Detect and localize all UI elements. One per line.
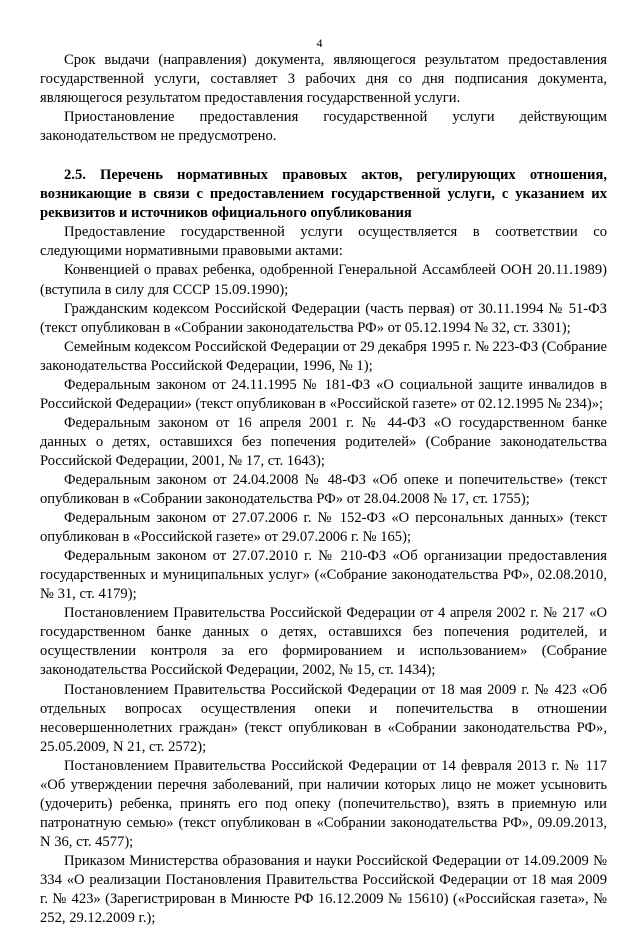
- legal-act-item: Постановлением Правительства Российской Федерации от 4 апреля 2002 г. № 217 «О государственном банке данных о детях, оставшихся без попечения родителей, и осуществлении контроля за его формированием и использованием» (Собрание законодательства Российской Федерации, 2002, № 15, ст. 1434);: [40, 605, 607, 679]
- legal-act-item: Постановлением Правительства Российской Федерации от 14 февраля 2013 г. № 117 «Об утверждении перечня заболеваний, при наличии которых лицо не может усыновить (удочерить) ребенка, принять его под опеку (попечительство), взять в приемную или патронатную семью» (текст опубликован в «Собрании законодательства РФ», 09.09.2013, N 36, ст. 4577);: [40, 757, 607, 850]
- legal-act-item: Семейным кодексом Российской Федерации от 29 декабря 1995 г. № 223-ФЗ (Собрание законодательства Российской Федерации, 1996, № 1);: [40, 338, 607, 374]
- legal-act-item: Федеральным законом от 16 апреля 2001 г. № 44-ФЗ «О государственном банке данных о детях, оставшихся без попечения родителей» (Собрание законодательства Российской Федерации, 2001, № 17, ст. 1643);: [40, 414, 607, 469]
- legal-act-item: Гражданским кодексом Российской Федерации (часть первая) от 30.11.1994 № 51-ФЗ (текст опубликован в «Собрании законодательства РФ» от 05.12.1994 № 32, ст. 3301);: [40, 300, 607, 336]
- section-heading: 2.5. Перечень нормативных правовых актов, регулирующих отношения, возникающие в связи с предоставлением государственной услуги, с указанием их реквизитов и источников официального опубликования: [40, 167, 607, 222]
- legal-act-item: Приказом Министерства образования и науки Российской Федерации от 14.09.2009 № 334 «О реализации Постановления Правительства Российской Федерации от 18 мая 2009 г. № 423» (Зарегистрирован в Минюсте РФ 16.12.2009 № 15610) («Российская газета», № 252, 29.12.2009 г.);: [40, 852, 607, 927]
- legal-act-item: Федеральным законом от 27.07.2010 г. № 210-ФЗ «Об организации предоставления государственных и муниципальных услуг» («Собрание законодательства РФ», 02.08.2010, № 31, ст. 4179);: [40, 548, 607, 603]
- document-body: [40, 51, 607, 928]
- legal-act-item: Федеральным законом от 24.11.1995 № 181-ФЗ «О социальной защите инвалидов в Российской Федерации» (текст опубликован в «Российской газете» от 02.12.1995 № 234)»;: [40, 376, 607, 412]
- paragraph-issuance-term: Срок выдачи (направления) документа, являющегося результатом предоставления государственной услуги, составляет 3 рабочих дня со дня подписания документа, являющегося результатом предоставления государственной услуги.: [40, 52, 607, 107]
- legal-act-item: Федеральным законом от 24.04.2008 № 48-ФЗ «Об опеке и попечительстве» (текст опубликован в «Собрании законодательства РФ» от 28.04.2008 № 17, ст. 1755);: [40, 471, 607, 508]
- legal-act-item: Конвенцией о правах ребенка, одобренной Генеральной Ассамблеей ООН 20.11.1989) (вступила в силу для СССР 15.09.1990);: [40, 262, 607, 298]
- page-number: 4: [316, 36, 323, 50]
- legal-act-item: Федеральным законом от 27.07.2006 г. № 152-ФЗ «О персональных данных» (текст опубликован в «Российской газете» от 29.07.2006 г. № 165);: [40, 510, 607, 546]
- section-intro: Предоставление государственной услуги осуществляется в соответствии со следующими нормативными правовыми актами:: [40, 224, 607, 260]
- legal-act-item: Постановлением Правительства Российской Федерации от 18 мая 2009 г. № 423 «Об отдельных вопросах осуществления опеки и попечительства в отношении несовершеннолетних граждан» (текст опубликован в «Собрании законодательства РФ», 25.05.2009, N 21, ст. 2572);: [40, 681, 607, 755]
- paragraph-suspension: Приостановление предоставления государственной услуги действующим законодательством не предусмотрено.: [40, 109, 607, 145]
